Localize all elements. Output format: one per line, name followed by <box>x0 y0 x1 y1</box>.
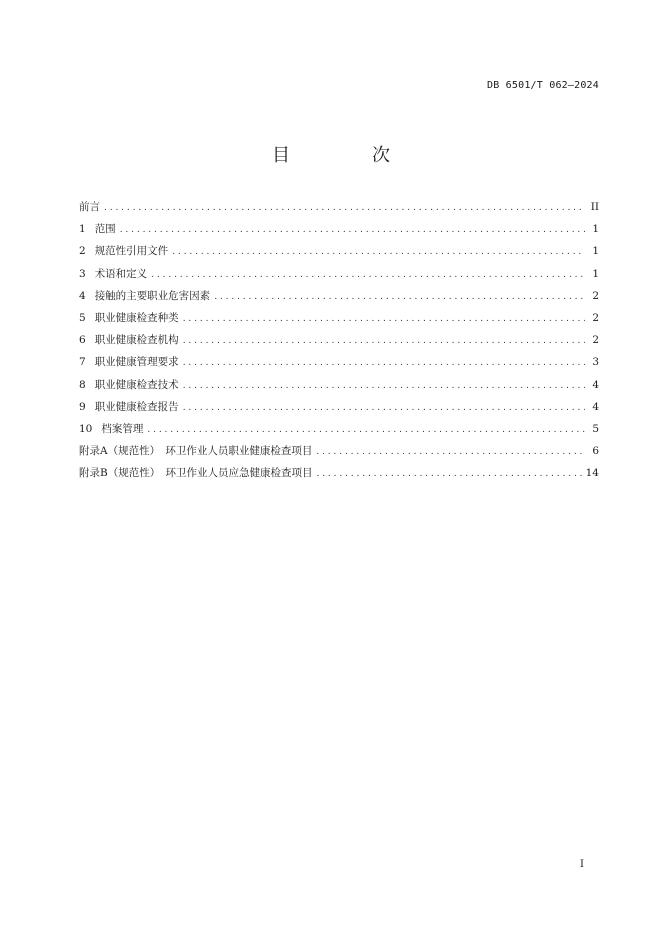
toc-entry-label: 接触的主要职业危害因素 <box>94 289 211 302</box>
toc-entry-7[interactable] <box>79 354 599 376</box>
toc-entry-label: 职业健康检查机构 <box>94 334 179 347</box>
toc-entry-page: 2 <box>592 311 599 324</box>
toc-entry-9[interactable] <box>79 399 599 421</box>
toc-entry-page: II <box>590 201 599 213</box>
toc-entry-page: 1 <box>592 245 599 258</box>
toc-leader-dots <box>172 247 585 257</box>
toc-entry-number: 10 <box>79 422 93 435</box>
toc-leader-dots <box>214 292 585 302</box>
toc-entry-number: 7 <box>79 356 86 369</box>
page-number: I <box>580 859 584 870</box>
toc-entry-3[interactable] <box>79 266 599 288</box>
toc-leader-dots <box>183 381 585 391</box>
toc-entry-number: 3 <box>79 267 86 280</box>
toc-entry-page: 1 <box>592 267 599 280</box>
toc-leader-dots <box>316 469 581 479</box>
toc-leader-dots <box>183 358 585 368</box>
toc-entry-4[interactable] <box>79 288 599 310</box>
toc-entry-page: 2 <box>592 289 599 302</box>
toc-entry-page: 4 <box>592 378 599 391</box>
toc-entry-label: 职业健康检查技术 <box>94 378 179 391</box>
toc-entry-5[interactable] <box>79 310 599 332</box>
toc-title: 目 次 <box>272 145 422 166</box>
toc-entry-label: 职业健康管理要求 <box>94 356 179 369</box>
document-code: DB 6501/T 062—2024 <box>487 80 599 91</box>
toc-leader-dots <box>104 203 585 213</box>
toc-leader-dots <box>147 425 585 435</box>
toc-leader-dots <box>316 447 585 457</box>
toc-entry-number: 1 <box>79 223 86 236</box>
toc-entry-appendix-a[interactable] <box>79 443 599 465</box>
toc-entry-foreword[interactable] <box>79 199 599 221</box>
table-of-contents <box>79 199 599 487</box>
toc-entry-page: 3 <box>592 356 599 369</box>
toc-entry-label: 范围 <box>94 223 116 236</box>
toc-entry-6[interactable] <box>79 332 599 354</box>
toc-entry-1[interactable] <box>79 221 599 243</box>
toc-entry-number: 9 <box>79 400 86 413</box>
toc-leader-dots <box>183 314 585 324</box>
toc-entry-8[interactable] <box>79 377 599 399</box>
toc-entry-number: 8 <box>79 378 86 391</box>
toc-entry-2[interactable] <box>79 243 599 265</box>
toc-entry-page: 6 <box>592 445 599 458</box>
toc-entry-label: 职业健康检查报告 <box>94 400 179 413</box>
toc-leader-dots <box>120 225 585 235</box>
toc-entry-10[interactable] <box>79 421 599 443</box>
toc-entry-page: 5 <box>592 422 599 435</box>
toc-entry-number: 4 <box>79 289 86 302</box>
toc-entry-page: 14 <box>585 467 599 480</box>
toc-leader-dots <box>183 336 585 346</box>
toc-entry-number: 6 <box>79 334 86 347</box>
toc-entry-label: 职业健康检查种类 <box>94 311 179 324</box>
toc-entry-label: 附录B（规范性） 环卫作业人员应急健康检查项目 <box>79 467 313 480</box>
toc-entry-number: 2 <box>79 245 86 258</box>
toc-entry-label: 规范性引用文件 <box>94 245 169 258</box>
toc-entry-label: 术语和定义 <box>94 267 148 280</box>
toc-entry-label: 附录A（规范性） 环卫作业人员职业健康检查项目 <box>79 445 313 458</box>
toc-leader-dots <box>151 270 585 280</box>
toc-entry-page: 1 <box>592 223 599 236</box>
toc-entry-page: 2 <box>592 334 599 347</box>
toc-entry-label: 档案管理 <box>101 422 144 435</box>
toc-entry-number: 5 <box>79 311 86 324</box>
toc-entry-appendix-b[interactable] <box>79 465 599 487</box>
toc-leader-dots <box>183 403 585 413</box>
toc-entry-page: 4 <box>592 400 599 413</box>
toc-entry-label: 前言 <box>79 201 100 213</box>
